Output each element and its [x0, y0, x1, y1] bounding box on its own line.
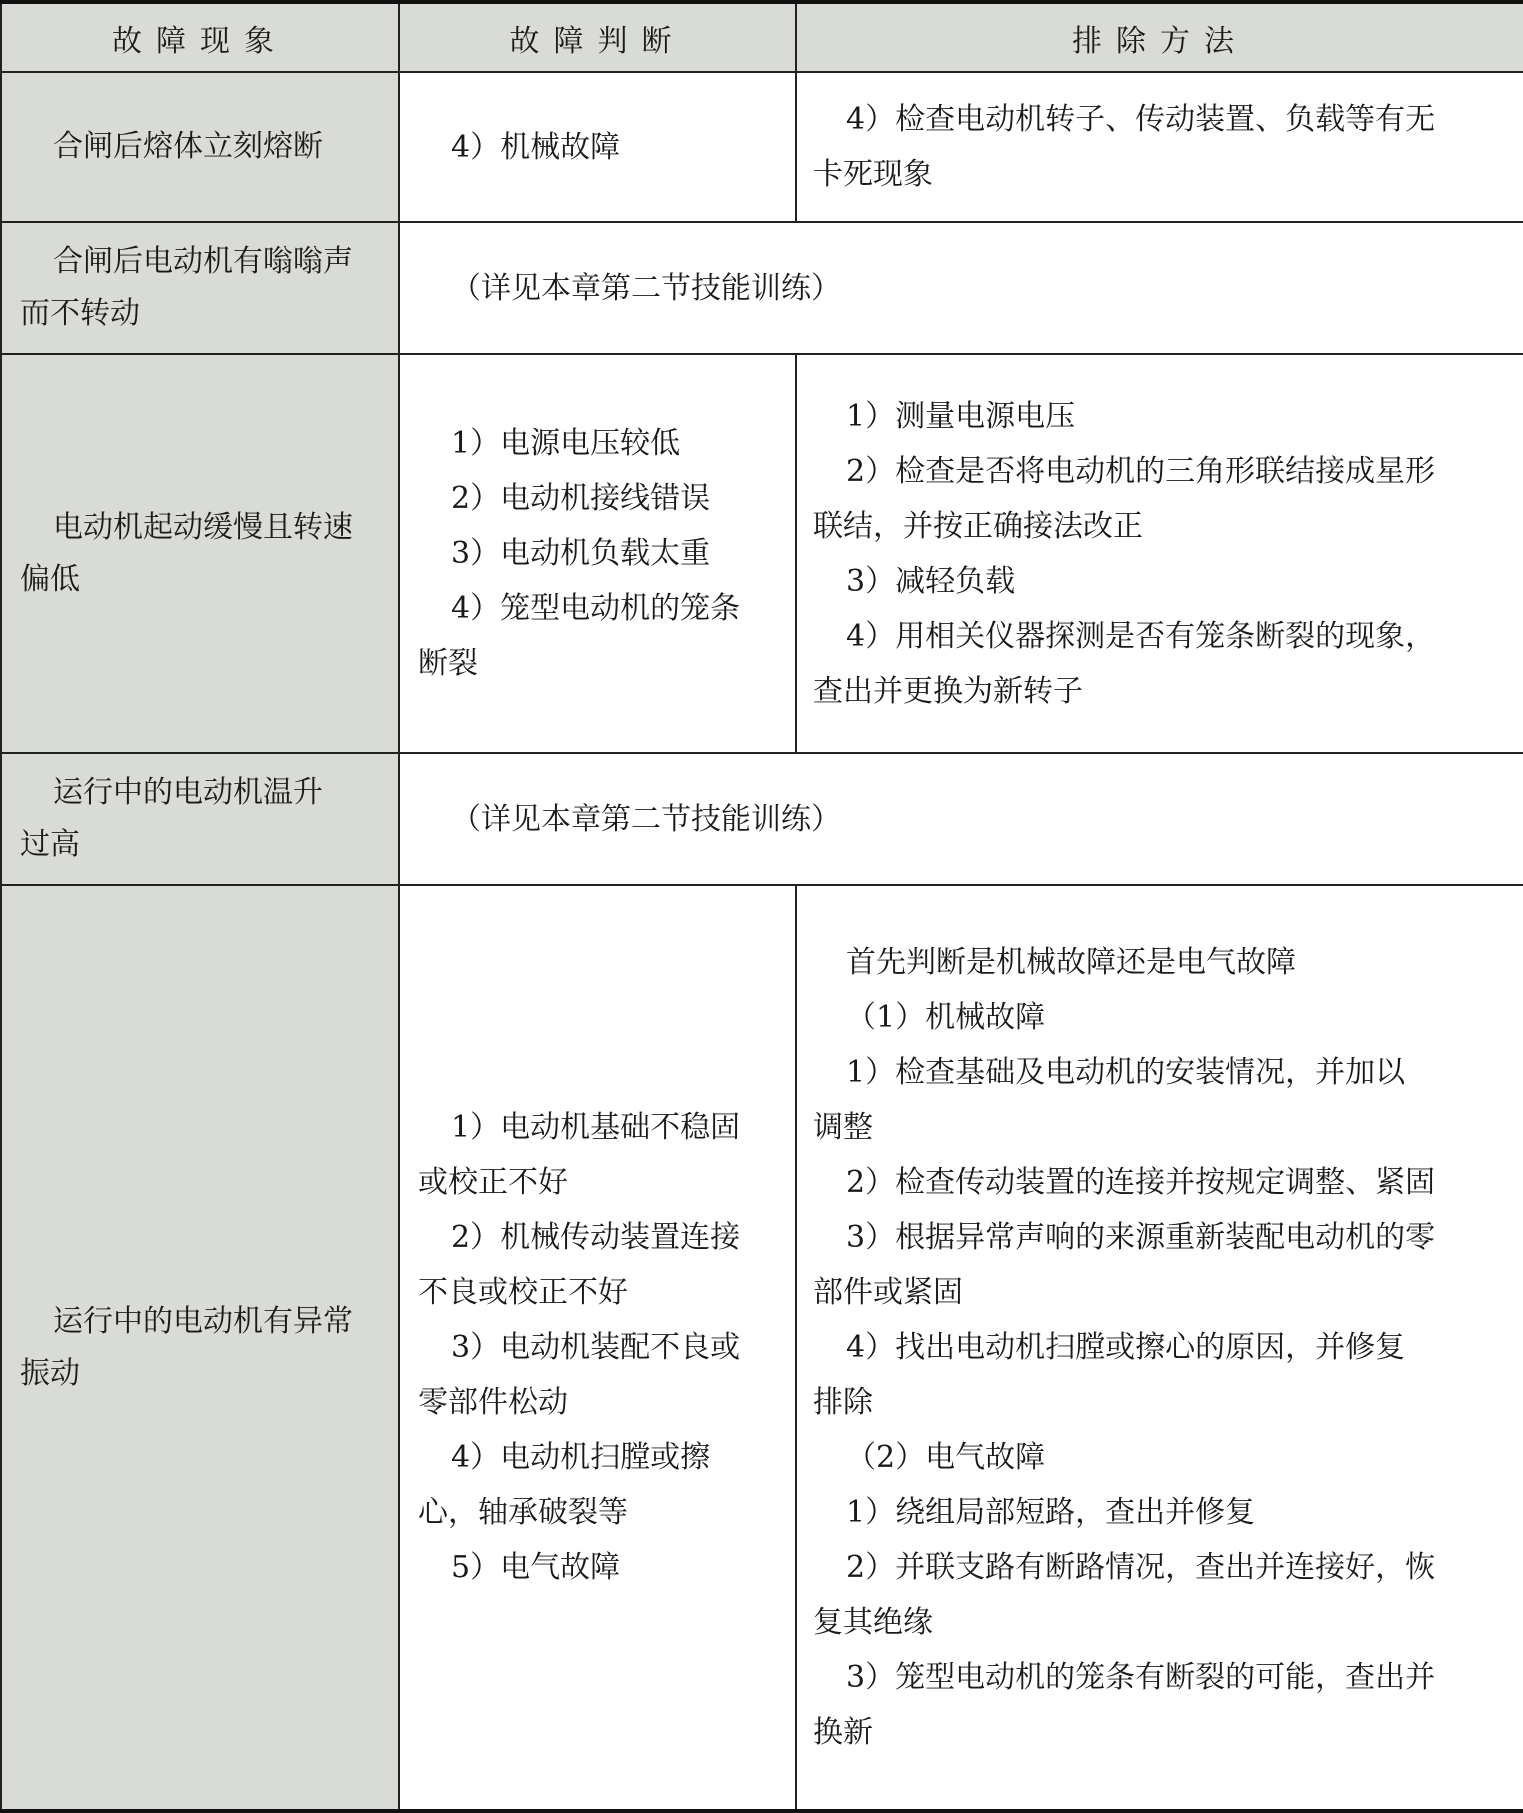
remedy-line: （1）机械故障: [846, 1000, 1046, 1035]
symptom-line: 运行中的电动机有异常: [53, 1303, 353, 1339]
remedy-cell: [796, 354, 1523, 753]
symptom-line: 过高: [20, 827, 80, 862]
table-row: [1, 222, 1523, 354]
remedy-line: 2）并联支路有断路情况，查出并连接好，恢: [846, 1550, 1436, 1585]
diagnosis-line: 2）电动机接线错误: [451, 481, 711, 516]
reference-text: （详见本章第二节技能训练）: [451, 270, 841, 306]
diagnosis-line: 4）笼型电动机的笼条: [451, 591, 741, 626]
header-diagnosis: 故障判断: [399, 2, 796, 72]
remedy-line: 查出并更换为新转子: [813, 673, 1083, 709]
symptom-line: 电动机起动缓慢且转速: [53, 509, 353, 545]
diagnosis-line: 3）电动机装配不良或: [451, 1330, 741, 1365]
table-row: [1, 354, 1523, 753]
diagnosis-line: 4）电动机扫膛或擦: [451, 1440, 711, 1475]
merged-reference-cell: [399, 753, 1523, 885]
diagnosis-line: 1）电动机基础不稳固: [451, 1110, 741, 1145]
symptom-cell: [1, 222, 399, 354]
diagnosis-line: 或校正不好: [418, 1165, 568, 1200]
diagnosis-line: 1）电源电压较低: [451, 426, 681, 461]
symptom-line: 偏低: [20, 561, 80, 597]
symptom-cell: [1, 753, 399, 885]
symptom-text: 合闸后熔体立刻熔断: [53, 129, 323, 164]
symptom-cell: [1, 885, 399, 1811]
header-row: [1, 2, 1523, 72]
table-row: [1, 885, 1523, 1811]
remedy-cell: [796, 72, 1523, 222]
remedy-line: 联结，并按正确接法改正: [813, 508, 1143, 544]
merged-reference-cell: [399, 222, 1523, 354]
diagnosis-cell: [399, 885, 796, 1811]
diagnosis-line: 不良或校正不好: [418, 1275, 628, 1310]
remedy-line: 排除: [813, 1385, 873, 1420]
remedy-line: 复其绝缘: [813, 1605, 933, 1640]
reference-text: （详见本章第二节技能训练）: [451, 801, 841, 837]
diagnosis-line: 2）机械传动装置连接: [451, 1220, 741, 1255]
diagnosis-line: 5）电气故障: [451, 1550, 621, 1585]
symptom-line: 合闸后电动机有嗡嗡声: [53, 244, 353, 279]
remedy-line: 部件或紧固: [813, 1275, 963, 1310]
remedy-line: 2）检查传动装置的连接并按规定调整、紧固: [846, 1165, 1436, 1200]
remedy-cell: [796, 885, 1523, 1811]
remedy-line: 4）用相关仪器探测是否有笼条断裂的现象，: [846, 618, 1436, 654]
remedy-line: 1）绕组局部短路，查出并修复: [846, 1495, 1256, 1530]
diagnosis-line: 心，轴承破裂等: [418, 1495, 628, 1530]
remedy-line: 4）检查电动机转子、传动装置、负载等有无: [846, 102, 1436, 137]
diagnosis-cell: [399, 72, 796, 222]
remedy-line: 首先判断是机械故障还是电气故障: [846, 945, 1296, 980]
remedy-line: 1）测量电源电压: [846, 398, 1076, 434]
table-row: [1, 753, 1523, 885]
table-row: [1, 72, 1523, 222]
remedy-line: 1）检查基础及电动机的安装情况，并加以: [846, 1055, 1406, 1090]
remedy-line: 2）检查是否将电动机的三角形联结接成星形: [846, 453, 1436, 489]
diagnosis-line: 4）机械故障: [451, 129, 621, 165]
symptom-line: 而不转动: [20, 296, 140, 331]
diagnosis-cell: [399, 354, 796, 753]
header-remedy: 排除方法: [796, 2, 1523, 72]
diagnosis-line: 断裂: [418, 646, 478, 681]
remedy-line: 3）根据异常声响的来源重新装配电动机的零: [846, 1220, 1436, 1255]
remedy-line: 3）笼型电动机的笼条有断裂的可能，查出并: [846, 1660, 1436, 1695]
header-symptom: 故障现象: [1, 2, 399, 72]
remedy-line: （2）电气故障: [846, 1440, 1046, 1475]
diagnosis-line: 零部件松动: [418, 1385, 568, 1420]
remedy-line: 卡死现象: [813, 157, 933, 192]
symptom-cell: [1, 354, 399, 753]
remedy-line: 换新: [813, 1715, 873, 1750]
symptom-cell: [1, 72, 399, 222]
remedy-line: 3）减轻负载: [846, 563, 1016, 599]
remedy-line: 调整: [813, 1110, 873, 1145]
symptom-line: 振动: [20, 1355, 80, 1391]
diagnosis-line: 3）电动机负载太重: [451, 536, 711, 571]
remedy-line: 4）找出电动机扫膛或擦心的原因，并修复: [846, 1330, 1406, 1365]
symptom-line: 运行中的电动机温升: [53, 775, 323, 810]
